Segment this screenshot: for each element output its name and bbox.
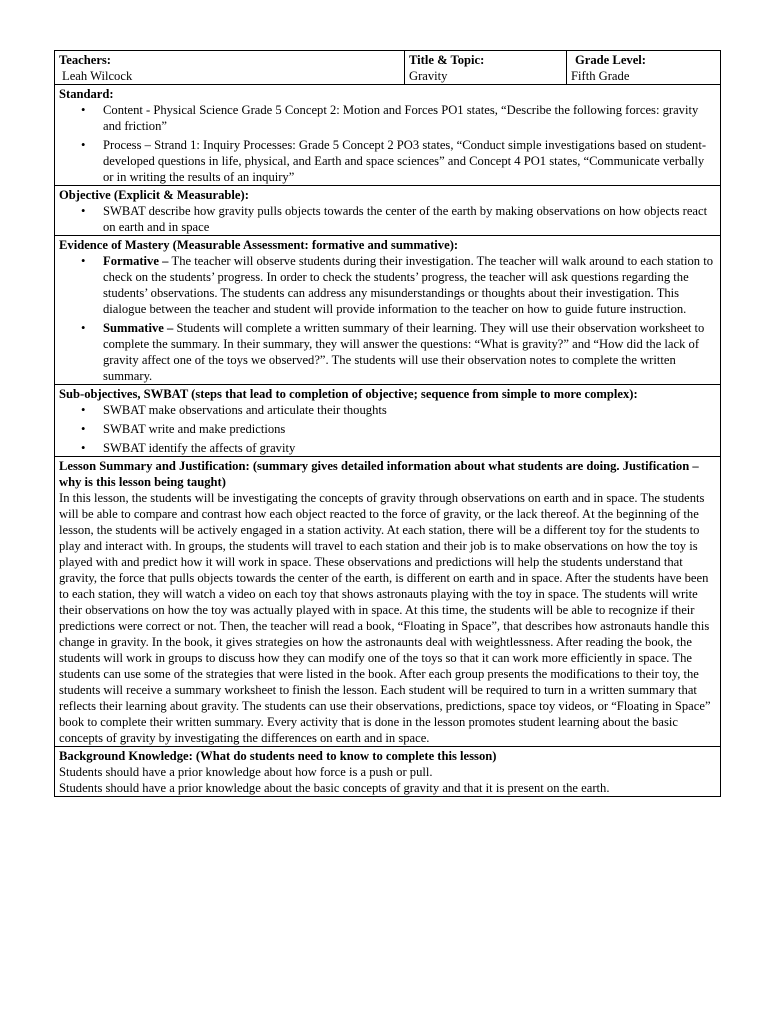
background-title: Background Knowledge: (What do students need to know to complete this lesson) <box>59 749 497 763</box>
list-item <box>81 402 716 418</box>
header-row <box>55 51 721 85</box>
evidence-title: Evidence of Mastery (Measurable Assessment: formative and summative): <box>59 238 459 252</box>
summary-body: In this lesson, the students will be investigating the concepts of gravity through observations on earth and in space. The students will be able to compare and contrast how each object reacted to the force of gravity, or the lack thereof. At the beginning of the lesson, the students will be actively engaged in a station activity. At each station, there will be a different toy for the students to play and interact with. In groups, the students will travel to each station and their job is to make observations on how the toy is played with and predict how it will work in space. These observations and predictions will help the students understand that gravity, the force that pulls objects towards the center of the earth, is different on earth and in space. After the students have been to each station, they will watch a video on each toy that shows astronauts playing with the toy in space. The students will write their observations on how the toy was actually played with in space. At this time, the students will be able to recognize if their predictions were correct or not. Then, the teacher will read a book, “Floating in Space”, that describes how astronauts handle this change in gravity. In the book, it gives strategies on how the astronaunts deal with weightlessness. After reading the book, the students will work in groups to discuss how they can modify one of the toys so that it can work more efficiently in space. The students can use some of the strategies that were listed in the book. After each group presents the modifications to their toy, the students will receive a summary worksheet to finish the lesson. Each student will be required to turn in a written summary that reflects their learning about gravity. The students can use their observations, predictions, space toy videos, or “Floating in Space” book to complete their written summary. Every activity that is done in the lesson promotes student learning about the basic concepts of gravity by investigating the differences on earth and in space. <box>59 491 711 745</box>
standard-list <box>59 102 716 185</box>
subobjective-item-text: SWBAT make observations and articulate their thoughts <box>103 403 387 417</box>
lesson-plan-table <box>54 50 721 797</box>
summative-text: Students will complete a written summary of their learning. They will use their observation worksheet to complete the summary. In their summary, they will answer the questions: “What is gravity?” and “How did the lack of gravity affect one of the toys we observed?”. The students will use their observation notes to complete the written summary. <box>103 321 705 383</box>
subobjectives-list <box>59 402 716 456</box>
list-item <box>81 137 716 185</box>
standard-item-text: Content - Physical Science Grade 5 Concept 2: Motion and Forces PO1 states, “Describe the following forces: gravity and friction” <box>103 103 699 133</box>
bullet-icon: • <box>81 441 86 455</box>
standard-title: Standard: <box>59 87 114 101</box>
formative-label: Formative – <box>103 254 172 268</box>
teachers-cell <box>55 51 405 85</box>
grade-value: Fifth Grade <box>571 69 630 83</box>
bullet-icon: • <box>81 321 86 335</box>
objective-list <box>59 203 716 235</box>
standard-cell <box>55 85 721 186</box>
bullet-icon: • <box>81 403 86 417</box>
list-item <box>81 440 716 456</box>
evidence-row <box>55 236 721 385</box>
list-item <box>81 253 716 317</box>
subobjectives-row <box>55 385 721 457</box>
grade-label: Grade Level: <box>575 53 646 67</box>
objective-title: Objective (Explicit & Measurable): <box>59 188 249 202</box>
formative-text: The teacher will observe students during their investigation. The teacher will walk around to each station to check on the students’ progress. In order to check the students’ progress, the teacher will ask questions regarding the students’ observations. The students can address any misunderstandings or thoughts about their investigation. This dialogue between the teacher and student will provide information to the teacher on how to guide future instruction. <box>103 254 714 316</box>
subobjective-item-text: SWBAT identify the affects of gravity <box>103 441 296 455</box>
standard-row <box>55 85 721 186</box>
list-item <box>81 203 716 235</box>
bullet-icon: • <box>81 204 86 218</box>
summative-label: Summative – <box>103 321 177 335</box>
bullet-icon: • <box>81 422 86 436</box>
background-line: Students should have a prior knowledge about the basic concepts of gravity and that it is present on the earth. <box>59 781 610 795</box>
summary-cell <box>55 457 721 747</box>
background-row <box>55 747 721 797</box>
background-line: Students should have a prior knowledge about how force is a push or pull. <box>59 765 433 779</box>
summary-row <box>55 457 721 747</box>
summary-title: Lesson Summary and Justification: (summary gives detailed information about what students are doing. Justification – why is this lesson being taught) <box>59 459 699 489</box>
evidence-list <box>59 253 716 384</box>
title-value: Gravity <box>409 69 448 83</box>
grade-cell <box>567 51 721 85</box>
bullet-icon: • <box>81 254 86 268</box>
teachers-label: Teachers: <box>59 53 111 67</box>
subobjectives-title: Sub-objectives, SWBAT (steps that lead to completion of objective; sequence from simple to more complex): <box>59 387 638 401</box>
evidence-cell <box>55 236 721 385</box>
list-item <box>81 421 716 437</box>
bullet-icon: • <box>81 138 86 152</box>
list-item <box>81 320 716 384</box>
title-cell <box>405 51 567 85</box>
bullet-icon: • <box>81 103 86 117</box>
subobjective-item-text: SWBAT write and make predictions <box>103 422 286 436</box>
standard-item-text: Process – Strand 1: Inquiry Processes: Grade 5 Concept 2 PO3 states, “Conduct simple investigations based on student-developed questions in life, physical, and Earth and space sciences” and Concept 4 PO1 states, “Communicate verbally or in writing the results of an inquiry” <box>103 138 707 184</box>
objective-row <box>55 186 721 236</box>
background-cell <box>55 747 721 797</box>
objective-cell <box>55 186 721 236</box>
teachers-value: Leah Wilcock <box>62 69 133 83</box>
objective-item-text: SWBAT describe how gravity pulls objects towards the center of the earth by making observations on how objects react on earth and in space <box>103 204 708 234</box>
list-item <box>81 102 716 134</box>
lesson-plan-document <box>54 50 720 797</box>
subobjectives-cell <box>55 385 721 457</box>
title-label: Title & Topic: <box>409 53 485 67</box>
